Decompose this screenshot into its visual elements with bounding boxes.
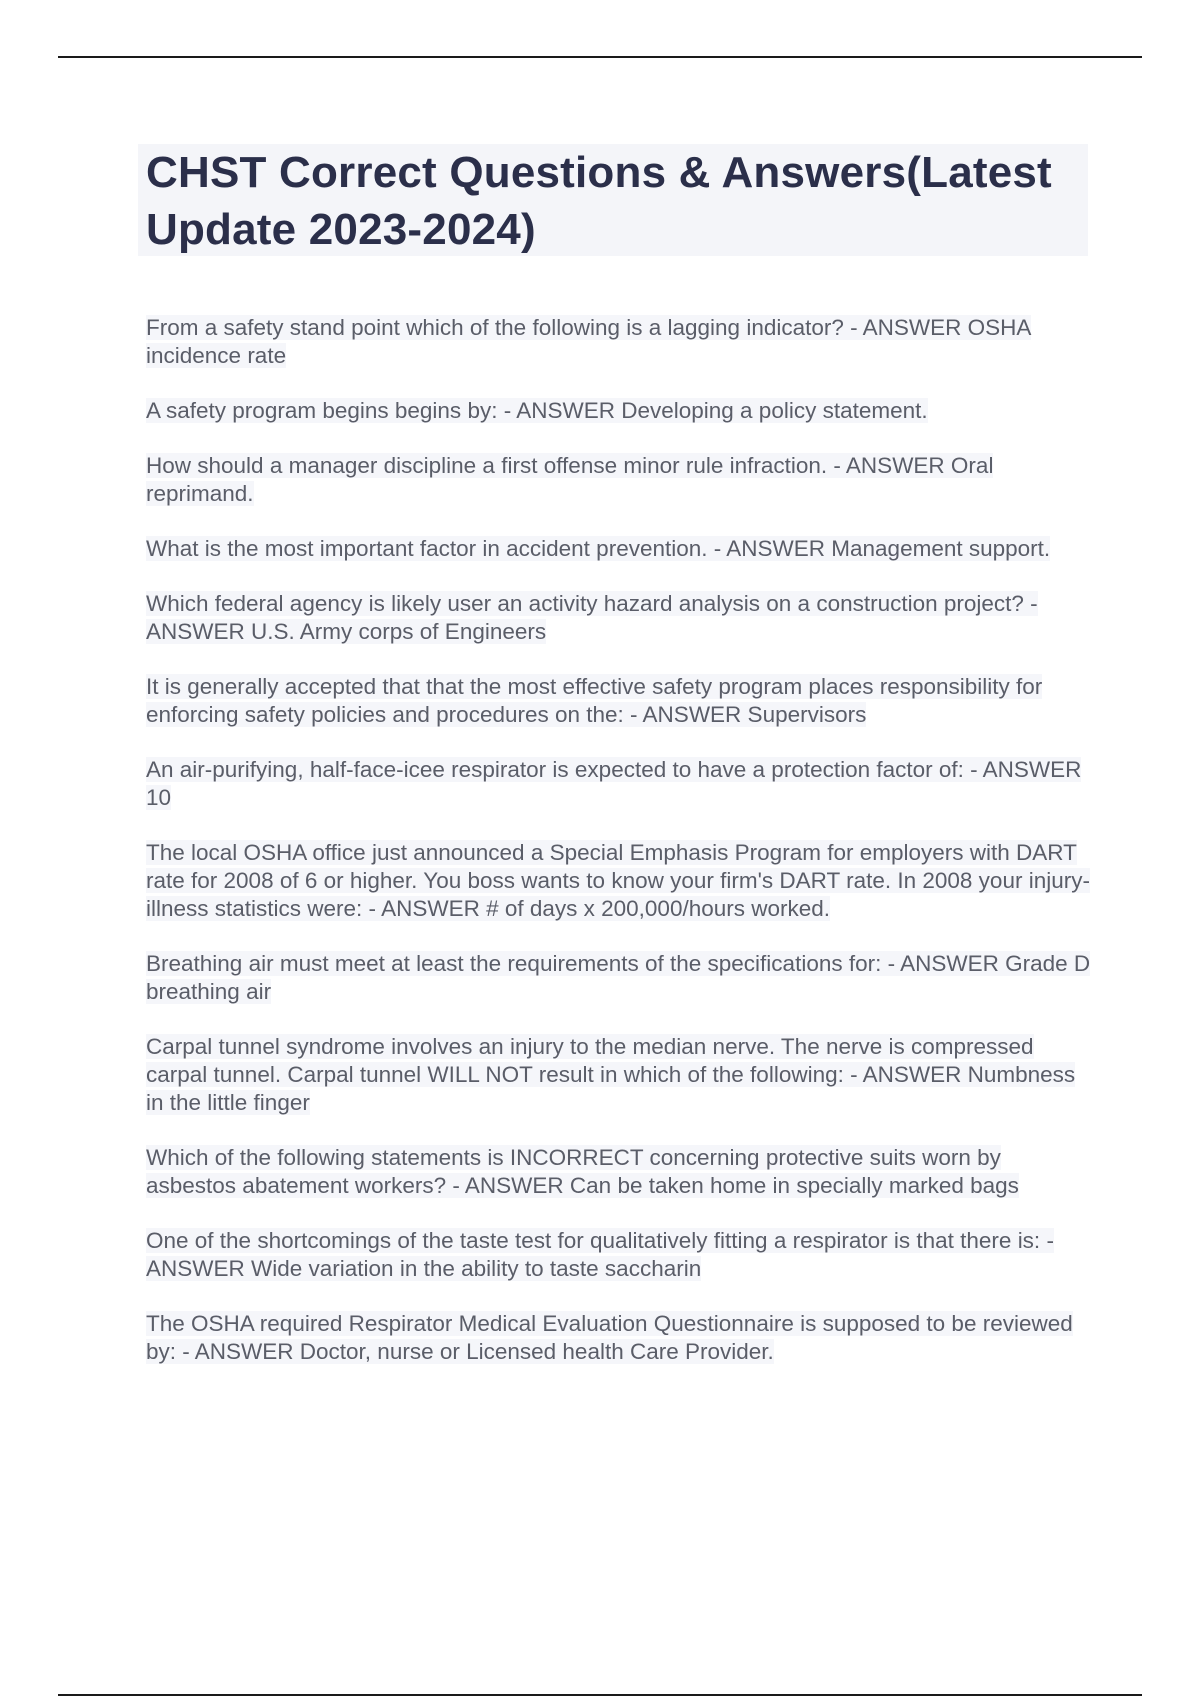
qa-text: A safety program begins begins by: - ANSWER Developing a policy statement. <box>146 398 928 423</box>
qa-text: From a safety stand point which of the following is a lagging indicator? - ANSWER OSHA incidence rate <box>146 315 1032 368</box>
qa-item <box>146 1227 1096 1283</box>
qa-text: Which federal agency is likely user an activity hazard analysis on a construction project? - ANSWER U.S. Army corps of Engineers <box>146 591 1038 644</box>
qa-text: Breathing air must meet at least the requirements of the specifications for: - ANSWER Grade D breathing air <box>146 951 1091 1004</box>
qa-text: How should a manager discipline a first offense minor rule infraction. - ANSWER Oral reprimand. <box>146 453 994 506</box>
qa-item <box>146 950 1096 1006</box>
qa-text: The OSHA required Respirator Medical Evaluation Questionnaire is supposed to be reviewed by: - ANSWER Doctor, nurse or Licensed health Care Provider. <box>146 1311 1073 1364</box>
qa-text: One of the shortcomings of the taste test for qualitatively fitting a respirator is that there is: - ANSWER Wide variation in the ability to taste saccharin <box>146 1228 1054 1281</box>
qa-item <box>146 756 1096 812</box>
qa-text: It is generally accepted that that the most effective safety program places responsibility for enforcing safety policies and procedures on the: - ANSWER Supervisors <box>146 674 1043 727</box>
qa-text: An air-purifying, half-face-icee respirator is expected to have a protection factor of: - ANSWER 10 <box>146 757 1082 810</box>
qa-text: The local OSHA office just announced a Special Emphasis Program for employers with DART rate for 2008 of 6 or higher. You boss wants to know your firm's DART rate. In 2008 your injury-illness statistics were: - ANSWER # of days x 200,000/hours worked. <box>146 840 1090 921</box>
qa-list <box>146 314 1096 1393</box>
qa-text: Carpal tunnel syndrome involves an injury to the median nerve. The nerve is compressed carpal tunnel. Carpal tunnel WILL NOT result in which of the following: - ANSWER Numbness in the little finger <box>146 1034 1076 1115</box>
qa-item <box>146 673 1096 729</box>
qa-item <box>146 397 1096 425</box>
qa-item <box>146 314 1096 370</box>
qa-item <box>146 839 1096 923</box>
bottom-divider <box>58 1694 1142 1696</box>
qa-text: What is the most important factor in accident prevention. - ANSWER Management support. <box>146 536 1051 561</box>
top-divider <box>58 56 1142 58</box>
document-title: CHST Correct Questions & Answers(Latest Update 2023-2024) <box>146 148 1052 254</box>
qa-item <box>146 1310 1096 1366</box>
qa-text: Which of the following statements is INCORRECT concerning protective suits worn by asbestos abatement workers? - ANSWER Can be taken home in specially marked bags <box>146 1145 1019 1198</box>
title-block <box>138 144 1088 256</box>
qa-item <box>146 1144 1096 1200</box>
qa-item <box>146 535 1096 563</box>
qa-item <box>146 590 1096 646</box>
qa-item <box>146 1033 1096 1117</box>
qa-item <box>146 452 1096 508</box>
